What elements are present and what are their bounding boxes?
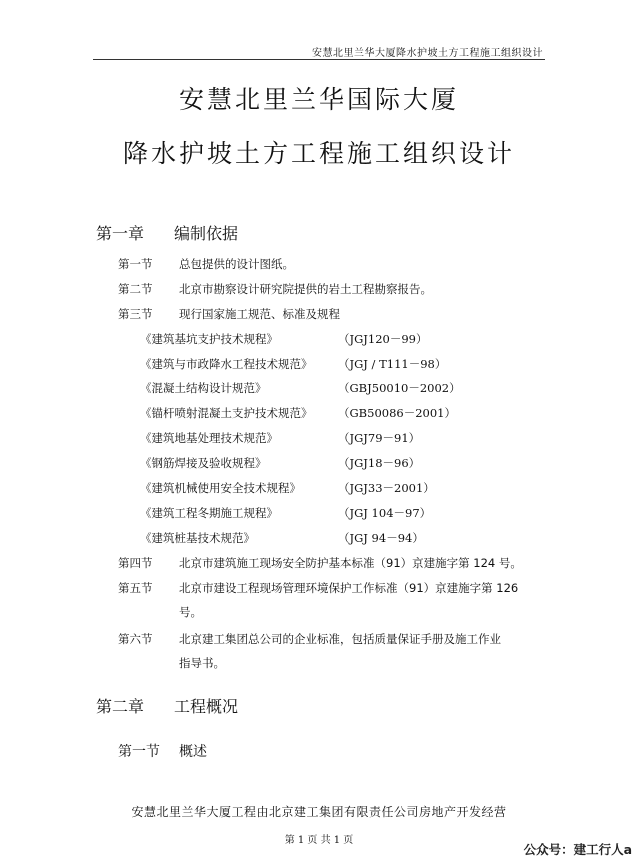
standard-code: （GBJ50010－2002） xyxy=(338,381,461,395)
section-6-text-line-1: 北京建工集团总公司的企业标准，包括质量保证手册及施工作业 xyxy=(179,632,501,646)
chapter-1-title: 编制依据 xyxy=(174,224,239,243)
section-5-label: 第五节 xyxy=(118,581,153,595)
section-6-text-line-2: 指导书。 xyxy=(179,656,225,670)
section-3-text: 现行国家施工规范、标准及规程 xyxy=(179,307,340,321)
standard-code: （JGJ 94－94） xyxy=(338,531,424,545)
section-1-text: 总包提供的设计图纸。 xyxy=(179,257,294,271)
section-3-label: 第三节 xyxy=(118,307,153,321)
chapter-2-title: 工程概况 xyxy=(174,697,239,716)
chapter-2-section-label: 第一节 xyxy=(118,744,160,760)
section-2-text: 北京市勘察设计研究院提供的岩土工程勘察报告。 xyxy=(179,282,432,296)
standard-code: （JGJ79－91） xyxy=(338,431,421,445)
page-number: 第 1 页 共 1 页 xyxy=(284,835,354,846)
header-divider xyxy=(93,59,545,60)
standard-code: （JGJ33－2001） xyxy=(338,481,435,495)
section-6-label: 第六节 xyxy=(118,632,153,646)
standard-name: 《钢筋焊接及验收规程》 xyxy=(140,456,267,470)
standard-code: （JGJ / T111－98） xyxy=(338,357,447,371)
standard-code: （JGJ18－96） xyxy=(338,456,421,470)
header-running-title: 安慧北里兰华大厦降水护坡土方工程施工组织设计 xyxy=(312,48,543,59)
chapter-2-label: 第二章 xyxy=(96,697,145,716)
chapter-1-label: 第一章 xyxy=(96,224,145,243)
standard-name: 《锚杆喷射混凝土支护技术规范》 xyxy=(140,406,313,420)
title-line-1: 安慧北里兰华国际大厦 xyxy=(178,85,459,114)
watermark-account: 公众号：建工行人a xyxy=(523,842,632,857)
footer-continuation-line: 安慧北里兰华大厦工程由北京建工集团有限责任公司房地产开发经营 xyxy=(131,805,507,819)
section-5-text-line-2: 号。 xyxy=(179,605,202,619)
section-4-label: 第四节 xyxy=(118,556,153,570)
title-line-2: 降水护坡土方工程施工组织设计 xyxy=(122,139,515,168)
section-2-label: 第二节 xyxy=(118,282,153,296)
standard-name: 《建筑基坑支护技术规程》 xyxy=(140,332,278,346)
standard-name: 《建筑机械使用安全技术规程》 xyxy=(140,481,301,495)
standard-name: 《建筑桩基技术规范》 xyxy=(140,531,255,545)
standard-name: 《建筑地基处理技术规范》 xyxy=(140,431,278,445)
standard-code: （JGJ 104－97） xyxy=(338,506,432,520)
standard-name: 《建筑与市政降水工程技术规范》 xyxy=(140,357,313,371)
standard-name: 《建筑工程冬期施工规程》 xyxy=(140,506,278,520)
section-5-text-line-1: 北京市建设工程现场管理环境保护工作标准（91）京建施字第 126 xyxy=(179,581,519,595)
chapter-2-section-title: 概述 xyxy=(179,744,207,760)
standard-code: （GB50086－2001） xyxy=(338,406,456,420)
standard-code: （JGJ120－99） xyxy=(338,332,428,346)
section-1-label: 第一节 xyxy=(118,257,153,271)
section-4-text: 北京市建筑施工现场安全防护基本标准（91）京建施字第 124 号。 xyxy=(179,556,522,570)
standard-name: 《混凝土结构设计规范》 xyxy=(140,381,267,395)
